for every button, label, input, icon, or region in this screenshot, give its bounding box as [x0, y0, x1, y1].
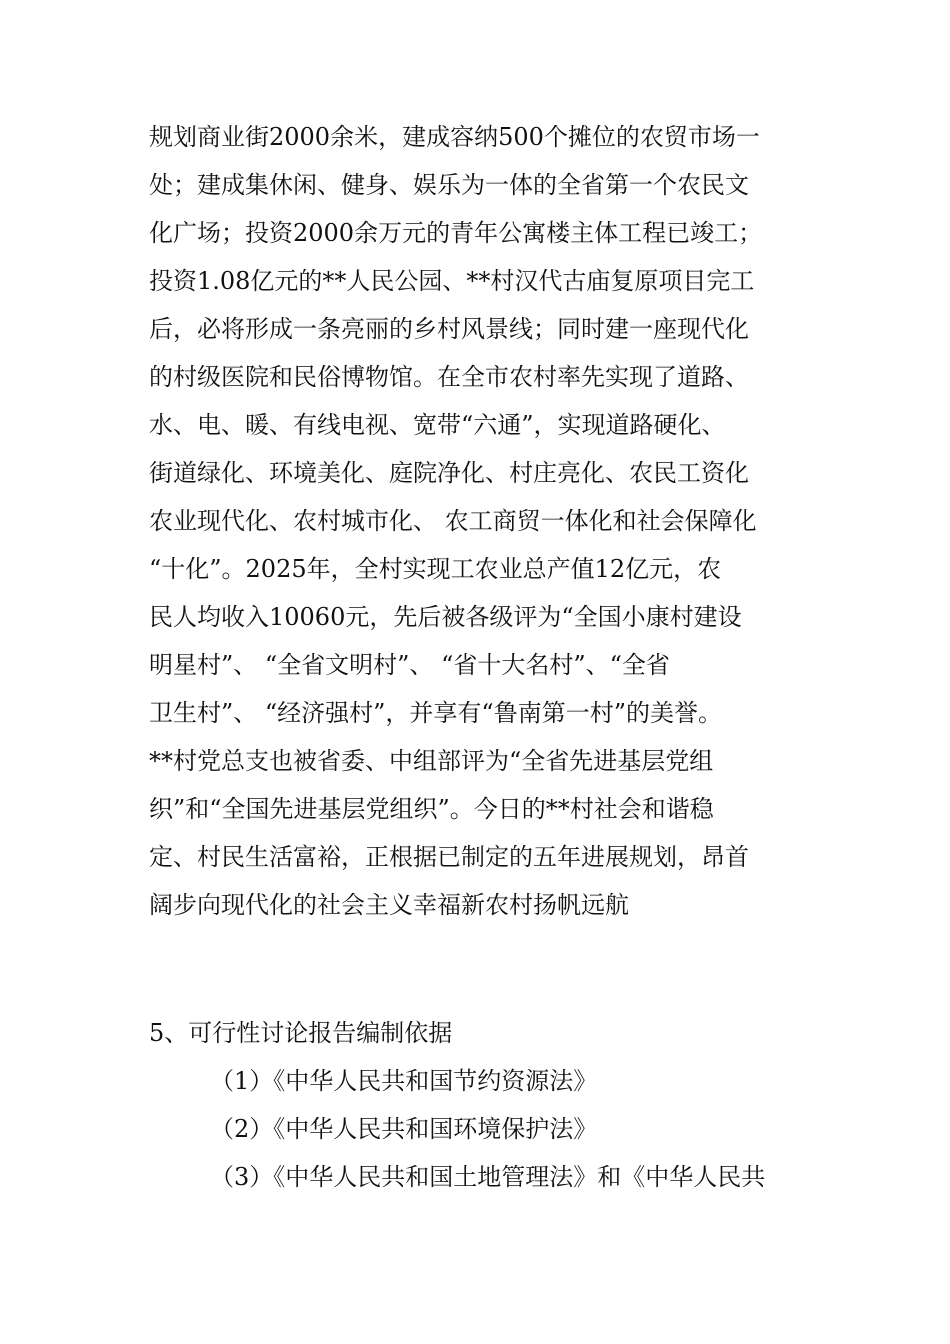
- paragraph-line: 织”和“全国先进基层党组织”。今日的**村社会和谐稳: [149, 795, 714, 823]
- paragraph-line: 街道绿化、环境美化、庭院净化、村庄亮化、农民工资化: [149, 459, 749, 487]
- reference-item: （2）《中华人民共和国环境保护法》: [210, 1115, 598, 1143]
- paragraph-line: 投资1.08亿元的**人民公园、**村汉代古庙复原项目完工: [149, 267, 755, 295]
- paragraph-line: 定、村民生活富裕，正根据已制定的五年进展规划，昂首: [149, 843, 749, 871]
- paragraph-line: 农业现代化、农村城市化、 农工商贸一体化和社会保障化: [149, 507, 757, 535]
- paragraph-line: 规划商业街2000余米，建成容纳500个摊位的农贸市场一: [149, 123, 760, 151]
- paragraph-line: **村党总支也被省委、中组部评为“全省先进基层党组: [149, 747, 714, 775]
- reference-list: [210, 1057, 765, 1201]
- paragraph-line: 水、电、暖、有线电视、宽带“六通”，实现道路硬化、: [149, 411, 726, 439]
- reference-item: （1）《中华人民共和国节约资源法》: [210, 1067, 598, 1095]
- paragraph-line: 的村级医院和民俗博物馆。在全市农村率先实现了道路、: [149, 363, 749, 391]
- paragraph-line: 处；建成集休闲、健身、娱乐为一体的全省第一个农民文: [149, 171, 749, 199]
- paragraph-line: 阔步向现代化的社会主义幸福新农村扬帆远航: [149, 891, 629, 919]
- paragraph-line: 卫生村”、 “经济强村”，并享有“鲁南第一村”的美誉。: [149, 699, 722, 727]
- paragraph-line: 民人均收入10060元，先后被各级评为“全国小康村建设: [149, 603, 742, 631]
- paragraph-line: 明星村”、 “全省文明村”、 “省十大名村”、“全省: [149, 651, 670, 679]
- paragraph-line: 化广场；投资2000余万元的青年公寓楼主体工程已竣工；: [149, 219, 763, 247]
- paragraph-line: 后，必将形成一条亮丽的乡村风景线；同时建一座现代化: [149, 315, 749, 343]
- body-paragraph: [149, 113, 829, 929]
- section-heading: 5、可行性讨论报告编制依据: [149, 1019, 453, 1047]
- paragraph-line: “十化”。2025年，全村实现工农业总产值12亿元，农: [149, 555, 722, 583]
- reference-item: （3）《中华人民共和国土地管理法》和《中华人民共: [210, 1163, 766, 1191]
